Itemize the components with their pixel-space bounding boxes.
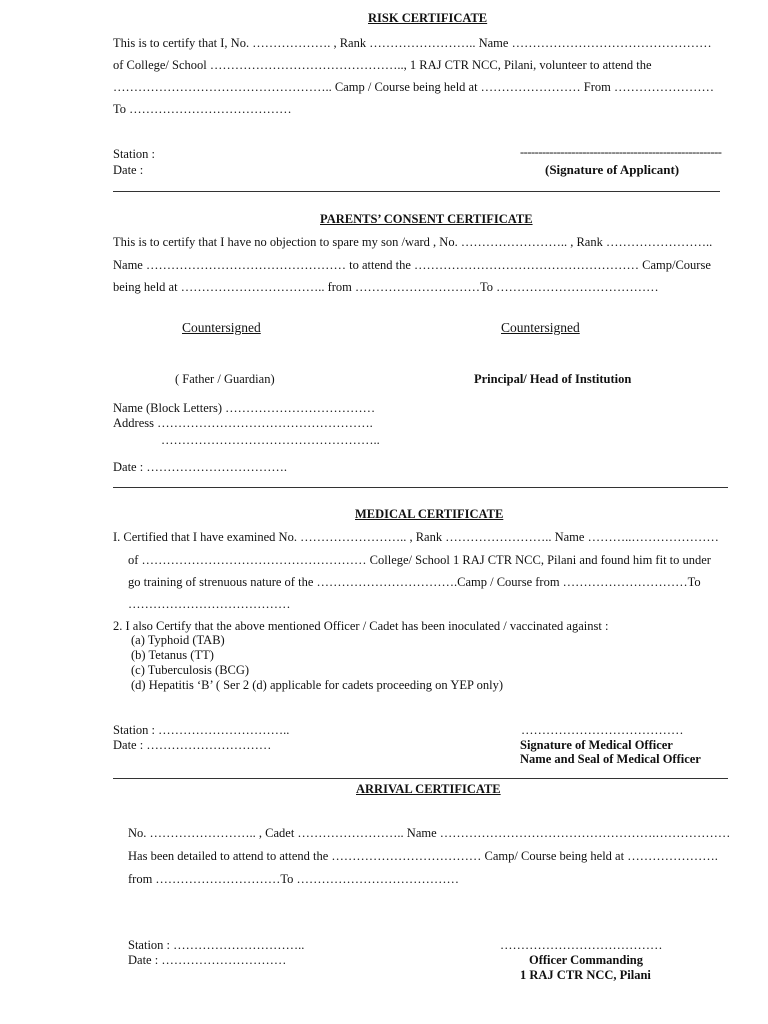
arrival-station: Station : …………………………..	[128, 938, 305, 952]
parents-date: Date : …………………………….	[113, 460, 287, 474]
risk-station-label: Station :	[113, 147, 156, 161]
risk-line-2: of College/ School ……………………………………….., 1 RAJ CTR NCC, Pilani, volunteer to attend the	[113, 58, 652, 72]
risk-date-label: Date :	[113, 163, 144, 177]
address-line-1: Address …………………………………………….	[113, 416, 373, 430]
risk-line-1: This is to certify that I, No. ………………. , Rank …………………….. Name …………………………………………	[113, 36, 712, 50]
medical-item-2: 2. I also Certify that the above mentioned Officer / Cadet has been inoculated / vaccinated against :	[113, 619, 609, 633]
officer-commanding-label: Officer Commanding	[529, 953, 643, 967]
medical-certificate-title: MEDICAL CERTIFICATE	[355, 507, 504, 521]
address-line-2: ……………………………………………..	[161, 433, 380, 447]
countersigned-right: Countersigned	[501, 320, 580, 335]
medical-line-3: go training of strenuous nature of the …………………………….Camp / Course from …………………………To	[128, 575, 701, 589]
vaccine-list-item: (c) Tuberculosis (BCG)	[131, 663, 250, 677]
unit-label: 1 RAJ CTR NCC, Pilani	[520, 968, 651, 982]
vaccine-list-item: (d) Hepatitis ‘B’ ( Ser 2 (d) applicable for cadets proceeding on YEP only)	[131, 678, 503, 692]
medical-signature-label: Signature of Medical Officer	[520, 738, 673, 752]
medical-line-2: of ……………………………………………… College/ School 1 RAJ CTR NCC, Pilani and found him fit to under	[128, 553, 711, 567]
countersigned-left: Countersigned	[182, 320, 261, 335]
section-divider	[113, 191, 720, 192]
risk-signature-dashes: -------------------------------------------------------	[520, 145, 722, 159]
risk-line-3: …………………………………………….. Camp / Course being held at …………………… From ……………………	[113, 80, 715, 94]
medical-station: Station : …………………………..	[113, 723, 290, 737]
risk-certificate-title: RISK CERTIFICATE	[368, 11, 488, 25]
father-guardian-label: ( Father / Guardian)	[175, 372, 275, 386]
arrival-line-3: from …………………………To …………………………………	[128, 872, 460, 886]
medical-date: Date : …………………………	[113, 738, 272, 752]
vaccine-list-item: (b) Tetanus (TT)	[131, 648, 214, 662]
parents-line-2: Name ………………………………………… to attend the ……………………………………………… Camp/Course	[113, 258, 711, 272]
vaccine-list-item: (a) Typhoid (TAB)	[131, 633, 225, 647]
parents-consent-title: PARENTS’ CONSENT CERTIFICATE	[320, 212, 533, 226]
section-divider	[113, 487, 728, 488]
arrival-signature-dots: …………………………………	[500, 938, 663, 952]
parents-line-3: being held at …………………………….. from …………………………To …………………………………	[113, 280, 659, 294]
section-divider	[113, 778, 728, 779]
medical-signature-dots: …………………………………	[521, 723, 684, 737]
risk-signature-label: (Signature of Applicant)	[545, 162, 680, 177]
principal-label: Principal/ Head of Institution	[474, 372, 632, 386]
arrival-certificate-title: ARRIVAL CERTIFICATE	[356, 782, 501, 796]
arrival-line-1: No. …………………….. , Cadet …………………….. Name …………………………………………….………………	[128, 826, 731, 840]
name-block-letters: Name (Block Letters) ………………………………	[113, 401, 376, 415]
medical-seal-label: Name and Seal of Medical Officer	[520, 752, 701, 766]
arrival-date: Date : …………………………	[128, 953, 287, 967]
medical-line-4: …………………………………	[128, 597, 291, 611]
risk-line-4: To …………………………………	[113, 102, 292, 116]
medical-line-1: I. Certified that I have examined No. …………………….. , Rank …………………….. Name ………..…………………	[113, 530, 719, 544]
parents-line-1: This is to certify that I have no objection to spare my son /ward , No. …………………….. , Rank ……………………..	[113, 235, 713, 249]
arrival-line-2: Has been detailed to attend to attend the ……………………………… Camp/ Course being held at ………………….	[128, 849, 718, 863]
